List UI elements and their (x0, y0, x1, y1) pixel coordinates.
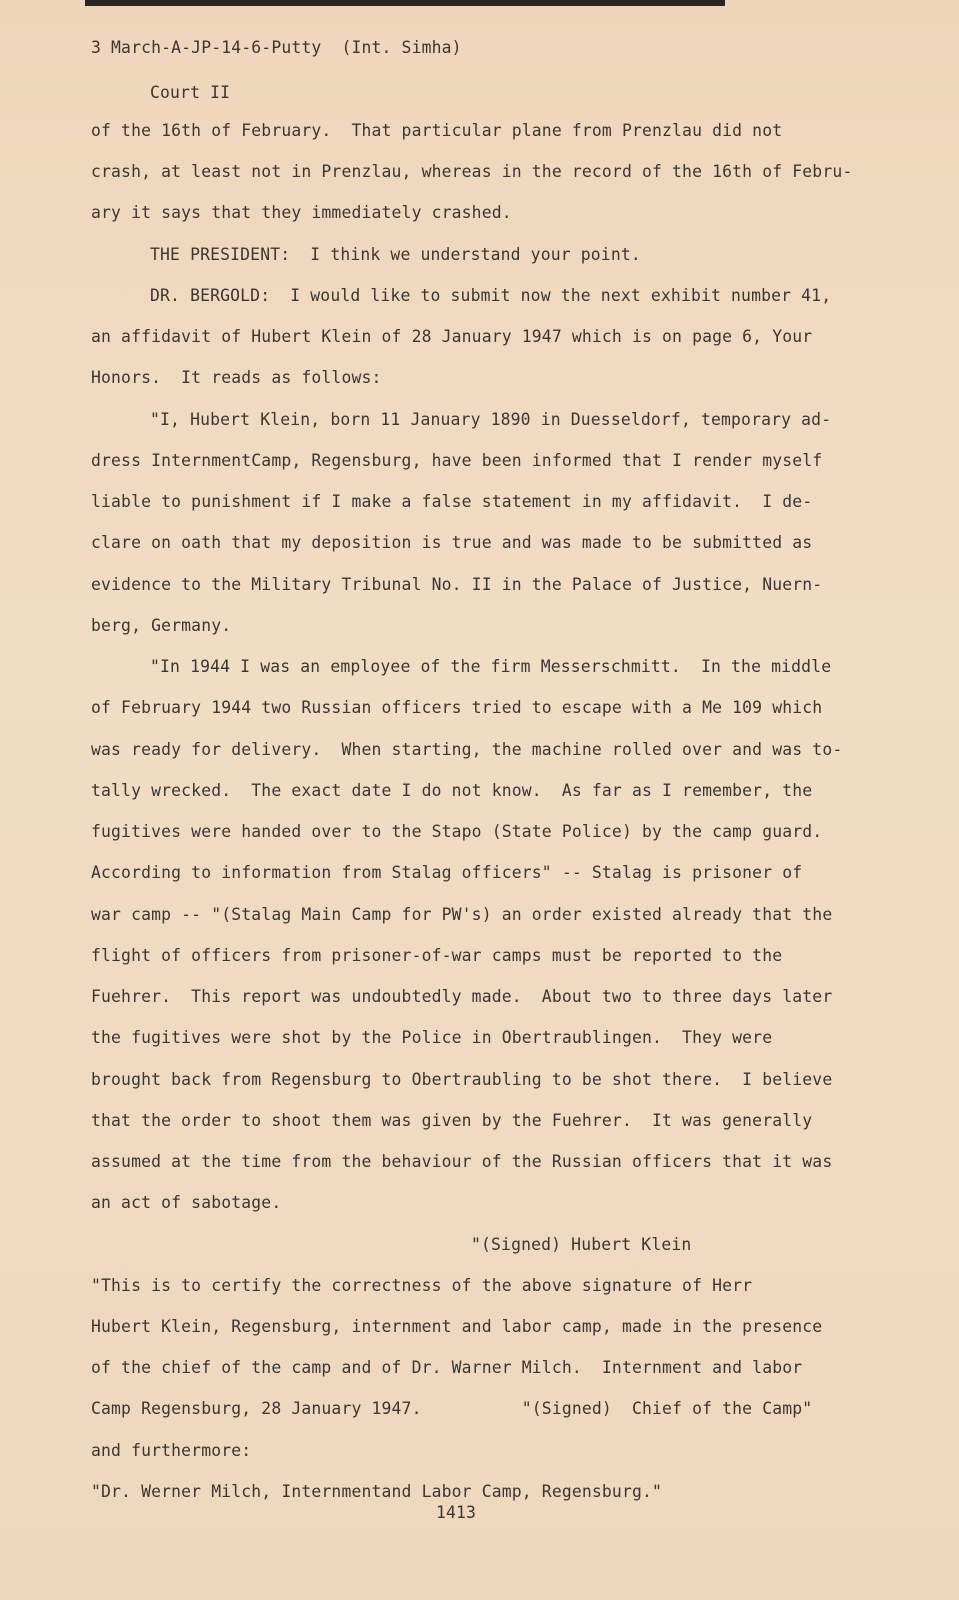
text-line: and furthermore: (91, 1441, 252, 1460)
text-line: dress InternmentCamp, Regensburg, have been informed that I render myself (91, 451, 823, 470)
text-line: assumed at the time from the behaviour of the Russian officers that it was (91, 1152, 833, 1171)
text-line: "Dr. Werner Milch, Internmentand Labor Camp, Regensburg." (91, 1482, 663, 1501)
text-line: clare on oath that my deposition is true and was made to be submitted as (91, 533, 813, 552)
text-line: an act of sabotage. (91, 1193, 282, 1212)
header-reference: 3 March-A-JP-14-6-Putty (Int. Simha) (91, 38, 462, 57)
text-line: crash, at least not in Prenzlau, whereas in the record of the 16th of Febru- (91, 162, 853, 181)
text-line: Hubert Klein, Regensburg, internment and labor camp, made in the presence (91, 1317, 823, 1336)
text-line: "In 1944 I was an employee of the firm Messerschmitt. In the middle (150, 657, 832, 676)
text-line: brought back from Regensburg to Obertraubling to be shot there. I believe (91, 1070, 833, 1089)
text-line: war camp -- "(Stalag Main Camp for PW's) an order existed already that the (91, 905, 833, 924)
text-line: the fugitives were shot by the Police in Obertraublingen. They were (91, 1028, 773, 1047)
text-line: flight of officers from prisoner-of-war camps must be reported to the (91, 946, 783, 965)
text-line: that the order to shoot them was given by the Fuehrer. It was generally (91, 1111, 813, 1130)
signature-line: "(Signed) Hubert Klein (471, 1235, 692, 1254)
text-line: ary it says that they immediately crashed. (91, 203, 512, 222)
text-line: "This is to certify the correctness of the above signature of Herr (91, 1276, 753, 1295)
text-line: Fuehrer. This report was undoubtedly made. About two to three days later (91, 987, 833, 1006)
text-line: evidence to the Military Tribunal No. II in the Palace of Justice, Nuern- (91, 575, 823, 594)
scan-edge-bar (85, 0, 725, 6)
text-line: DR. BERGOLD: I would like to submit now the next exhibit number 41, (150, 286, 832, 305)
text-line: fugitives were handed over to the Stapo (State Police) by the camp guard. (91, 822, 823, 841)
text-line: Camp Regensburg, 28 January 1947. "(Signed) Chief of the Camp" (91, 1399, 813, 1418)
text-line: an affidavit of Hubert Klein of 28 January 1947 which is on page 6, Your (91, 327, 813, 346)
text-line: Honors. It reads as follows: (91, 368, 382, 387)
text-line: of February 1944 two Russian officers tried to escape with a Me 109 which (91, 698, 823, 717)
text-line: According to information from Stalag officers" -- Stalag is prisoner of (91, 863, 803, 882)
text-line: liable to punishment if I make a false statement in my affidavit. I de- (91, 492, 813, 511)
court-label: Court II (150, 83, 231, 102)
text-line: of the 16th of February. That particular plane from Prenzlau did not (91, 121, 783, 140)
text-line: of the chief of the camp and of Dr. Warner Milch. Internment and labor (91, 1358, 803, 1377)
text-line: tally wrecked. The exact date I do not know. As far as I remember, the (91, 781, 813, 800)
text-line: "I, Hubert Klein, born 11 January 1890 in Duesseldorf, temporary ad- (150, 410, 832, 429)
text-line: berg, Germany. (91, 616, 232, 635)
text-line: was ready for delivery. When starting, the machine rolled over and was to- (91, 740, 843, 759)
text-line: THE PRESIDENT: I think we understand your point. (150, 245, 641, 264)
page-number: 1413 (436, 1503, 477, 1522)
